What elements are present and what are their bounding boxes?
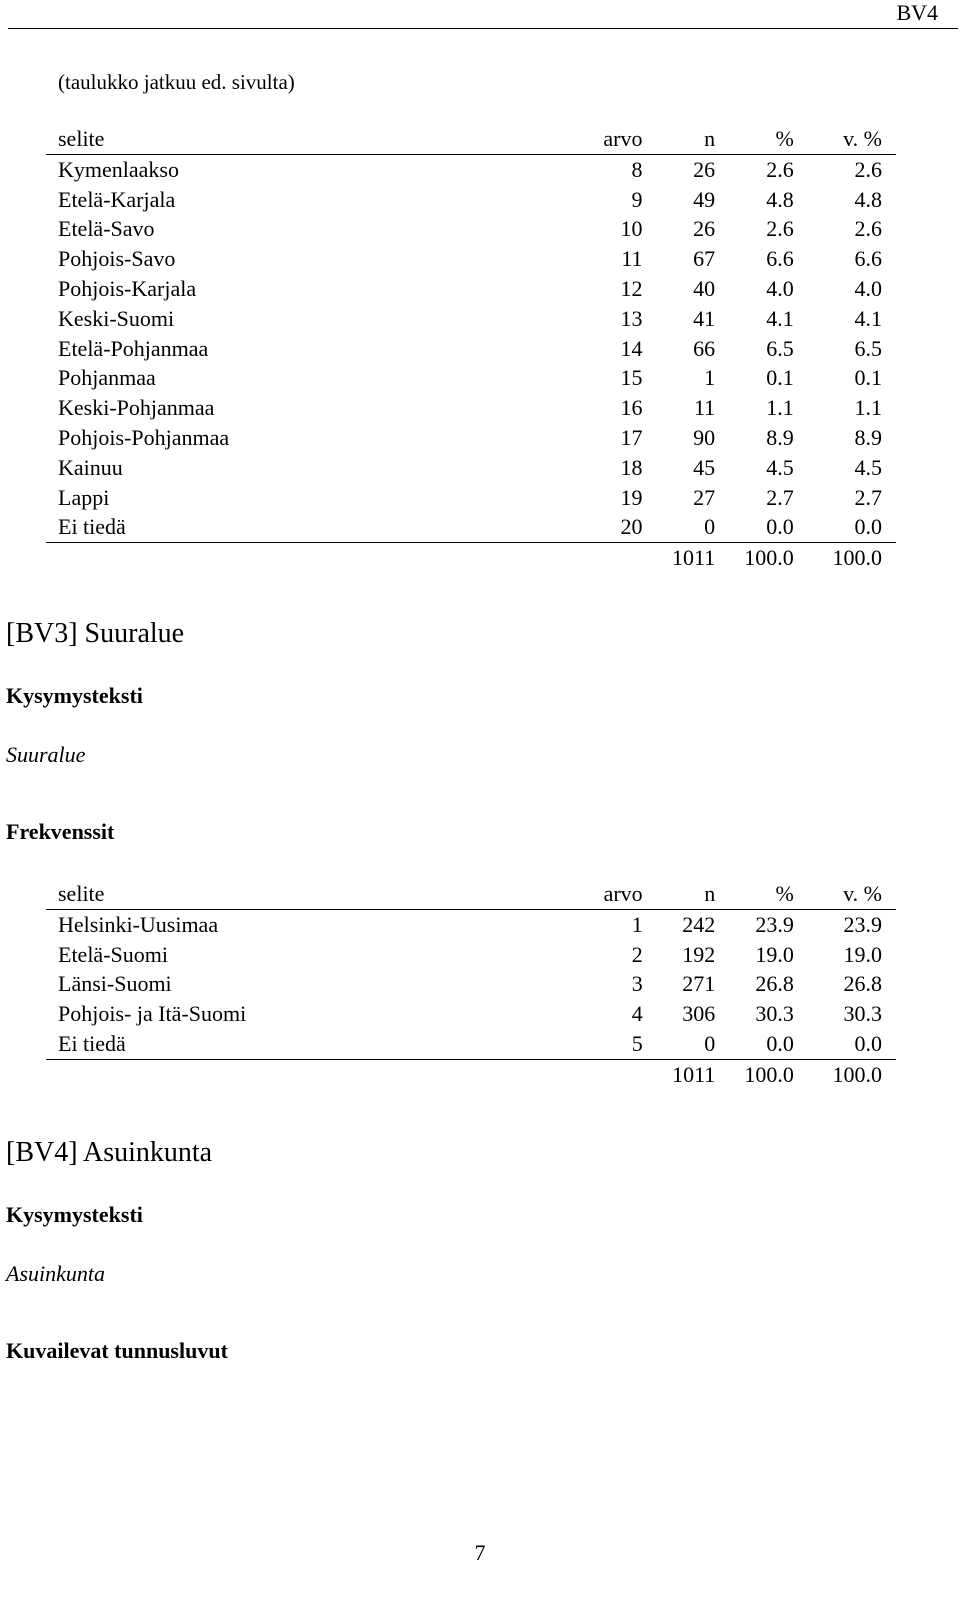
row-valid-percent: 0.1	[854, 365, 882, 391]
col-header-n: n	[643, 879, 716, 909]
row-valid-percent: 6.6	[854, 246, 882, 272]
col-header-arvo: arvo	[563, 879, 643, 909]
row-label: Etelä-Karjala	[58, 186, 176, 212]
question-text-bv3: Suuralue	[6, 742, 86, 767]
col-header-selite: selite	[46, 124, 562, 154]
row-label: Kymenlaakso	[58, 156, 179, 182]
table-total-row	[46, 543, 896, 573]
row-value-code: 1	[631, 911, 643, 937]
row-value-code: 4	[631, 1001, 643, 1027]
row-label: Pohjanmaa	[58, 365, 156, 391]
row-count: 11	[693, 395, 716, 421]
row-label: Ei tiedä	[58, 514, 126, 540]
row-percent: 23.9	[755, 911, 794, 937]
row-count: 1	[704, 365, 716, 391]
row-percent: 30.3	[755, 1001, 794, 1027]
table-total-row	[46, 1059, 896, 1089]
row-count: 66	[693, 335, 716, 361]
row-value-code: 20	[620, 514, 643, 540]
row-percent: 1.1	[766, 395, 794, 421]
row-label: Etelä-Suomi	[58, 941, 168, 967]
row-value-code: 16	[620, 395, 643, 421]
section-title-bv3: [BV3] Suuralue	[6, 618, 185, 649]
row-percent: 4.0	[766, 275, 794, 301]
running-head: BV4	[896, 0, 938, 25]
table-row	[46, 244, 896, 274]
row-value-code: 11	[621, 246, 643, 272]
row-label: Pohjois-Pohjanmaa	[58, 424, 230, 450]
page-number: 7	[474, 1540, 486, 1565]
table-row	[46, 483, 896, 513]
row-percent: 2.6	[766, 216, 794, 242]
total-pct: 100.0	[715, 543, 794, 573]
row-label: Etelä-Pohjanmaa	[58, 335, 209, 361]
table-header-row	[46, 124, 896, 154]
row-count: 0	[704, 514, 716, 540]
col-header-vpct: v. %	[794, 879, 896, 909]
continued-note: (taulukko jatkuu ed. sivulta)	[58, 70, 295, 94]
row-percent: 4.1	[766, 305, 794, 331]
row-percent: 4.8	[766, 186, 794, 212]
frequency-table-bv3	[46, 879, 896, 1090]
row-value-code: 15	[620, 365, 643, 391]
row-label: Pohjois- ja Itä-Suomi	[58, 1001, 247, 1027]
row-count: 41	[693, 305, 716, 331]
row-value-code: 12	[620, 275, 643, 301]
row-count: 26	[693, 216, 716, 242]
row-count: 192	[682, 941, 716, 967]
row-percent: 0.1	[766, 365, 794, 391]
row-valid-percent: 4.1	[854, 305, 882, 331]
row-count: 40	[693, 275, 716, 301]
row-percent: 2.6	[766, 156, 794, 182]
row-label: Keski-Suomi	[58, 305, 175, 331]
table-row	[46, 512, 896, 542]
row-count: 271	[682, 971, 716, 997]
row-valid-percent: 2.7	[854, 484, 882, 510]
table-row	[46, 154, 896, 184]
row-value-code: 10	[620, 216, 643, 242]
row-percent: 0.0	[766, 514, 794, 540]
table-row	[46, 274, 896, 304]
row-valid-percent: 6.5	[854, 335, 882, 361]
row-valid-percent: 4.8	[854, 186, 882, 212]
row-percent: 8.9	[766, 424, 794, 450]
row-percent: 4.5	[766, 454, 794, 480]
row-percent: 6.6	[766, 246, 794, 272]
table-header-row	[46, 879, 896, 909]
row-valid-percent: 1.1	[854, 395, 882, 421]
row-value-code: 17	[620, 424, 643, 450]
table-row	[46, 940, 896, 970]
row-valid-percent: 2.6	[854, 216, 882, 242]
row-value-code: 19	[620, 484, 643, 510]
row-label: Pohjois-Karjala	[58, 275, 197, 301]
row-value-code: 14	[620, 335, 643, 361]
table-row	[46, 334, 896, 364]
row-label: Keski-Pohjanmaa	[58, 395, 215, 421]
row-value-code: 5	[631, 1030, 643, 1056]
col-header-n: n	[643, 124, 716, 154]
row-value-code: 2	[631, 941, 643, 967]
question-heading-bv4: Kysymysteksti	[6, 1202, 143, 1227]
table-row	[46, 453, 896, 483]
row-percent: 19.0	[755, 941, 794, 967]
table-row	[46, 909, 896, 939]
table-row	[46, 969, 896, 999]
row-value-code: 13	[620, 305, 643, 331]
row-valid-percent: 0.0	[854, 514, 882, 540]
row-label: Kainuu	[58, 454, 123, 480]
row-valid-percent: 26.8	[843, 971, 882, 997]
table-row	[46, 304, 896, 334]
row-count: 26	[693, 156, 716, 182]
table-row	[46, 363, 896, 393]
col-header-arvo: arvo	[562, 124, 642, 154]
row-label: Ei tiedä	[58, 1030, 126, 1056]
total-n: 1011	[643, 543, 716, 573]
row-percent: 26.8	[755, 971, 794, 997]
frequencies-heading-bv3: Frekvenssit	[6, 819, 115, 844]
row-count: 90	[693, 424, 716, 450]
table-row	[46, 185, 896, 215]
row-value-code: 3	[631, 971, 643, 997]
row-valid-percent: 4.0	[854, 275, 882, 301]
section-title-bv4: [BV4] Asuinkunta	[6, 1137, 213, 1168]
col-header-vpct: v. %	[794, 124, 896, 154]
row-label: Helsinki-Uusimaa	[58, 911, 219, 937]
question-text-bv4: Asuinkunta	[6, 1261, 105, 1286]
row-count: 45	[693, 454, 716, 480]
row-value-code: 9	[631, 186, 643, 212]
row-value-code: 8	[631, 156, 643, 182]
col-header-pct: %	[715, 879, 794, 909]
row-count: 0	[704, 1030, 716, 1056]
row-count: 306	[682, 1001, 716, 1027]
row-label: Länsi-Suomi	[58, 971, 172, 997]
table-row	[46, 423, 896, 453]
col-header-pct: %	[715, 124, 794, 154]
question-heading-bv3: Kysymysteksti	[6, 683, 143, 708]
row-count: 49	[693, 186, 716, 212]
row-label: Lappi	[58, 484, 110, 510]
frequency-table-continued	[46, 124, 896, 573]
row-percent: 2.7	[766, 484, 794, 510]
row-valid-percent: 23.9	[843, 911, 882, 937]
row-valid-percent: 8.9	[854, 424, 882, 450]
table-row	[46, 1029, 896, 1059]
row-valid-percent: 19.0	[843, 941, 882, 967]
row-label: Pohjois-Savo	[58, 246, 176, 272]
row-value-code: 18	[620, 454, 643, 480]
row-valid-percent: 30.3	[843, 1001, 882, 1027]
row-percent: 6.5	[766, 335, 794, 361]
descriptive-stats-heading-bv4: Kuvailevat tunnusluvut	[6, 1338, 228, 1363]
row-valid-percent: 2.6	[854, 156, 882, 182]
row-count: 67	[693, 246, 716, 272]
row-count: 242	[682, 911, 716, 937]
total-pct: 100.0	[715, 1059, 794, 1089]
row-valid-percent: 0.0	[854, 1030, 882, 1056]
total-n: 1011	[643, 1059, 716, 1089]
table-row	[46, 214, 896, 244]
table-row	[46, 999, 896, 1029]
table-row	[46, 393, 896, 423]
row-label: Etelä-Savo	[58, 216, 155, 242]
total-vpct: 100.0	[794, 1059, 896, 1089]
header-rule	[8, 28, 958, 29]
total-vpct: 100.0	[794, 543, 896, 573]
col-header-selite: selite	[46, 879, 563, 909]
row-count: 27	[693, 484, 716, 510]
row-percent: 0.0	[766, 1030, 794, 1056]
row-valid-percent: 4.5	[854, 454, 882, 480]
